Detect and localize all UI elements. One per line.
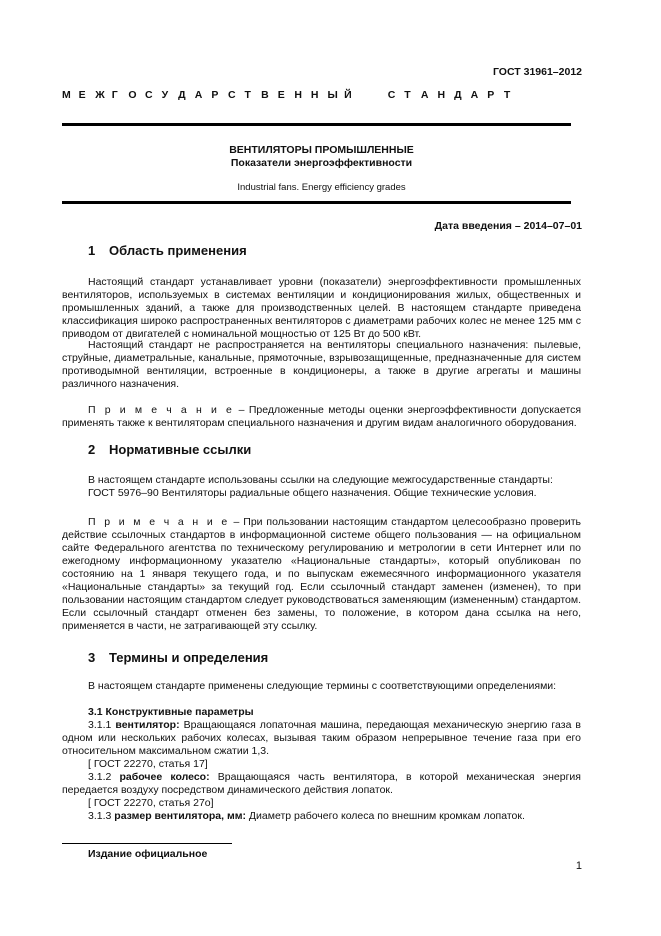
standard-banner [62,89,562,101]
section-2-number: 2 [88,442,96,457]
term-3-1-2 [62,771,581,797]
banner-letter: Д [178,89,186,101]
term-3-1-1 [62,719,581,758]
banner-letter [361,89,388,101]
header-rule-bottom [62,201,571,204]
section-3-title: Термины и определения [109,650,269,665]
section-1-para-1 [62,276,581,341]
note-text: – При пользовании настоящим стандартом целесообразно проверить действие ссылочных стандартов в информационной системе общего пользования — на официальном сайте Федерального агентства по техническому регулированию и метрологии в сети Интернет или по ежегодному информационному указателю «Национальные стандарты», который опубликован по состоянию на 1 января текущего года, и по выпускам ежемесячного информационного указателя «Национальные стандарты» за текущий год. Если ссылочный стандарт заменен (изменен), то при пользовании настоящим стандартом следует руководствоваться заменяющим (измененным) стандартом. Если ссылочный стандарт отменен без замены, то положение, в котором дана ссылка на него, применяется в части, не затрагивающей эту ссылку. [62,516,582,632]
banner-letter: С [227,89,236,101]
term-3-1-3 [62,810,581,823]
term-source: [ ГОСТ 22270, статья 17] [88,758,208,770]
term-source: [ ГОСТ 22270, статья 27о] [88,797,214,809]
section-2-intro: В настоящем стандарте использованы ссылки на следующие межгосударственные стандарты: [88,474,553,486]
banner-letter: Н [294,89,302,101]
term-name: размер вентилятора, мм: [114,810,246,822]
banner-letter: С [144,89,153,101]
page-number: 1 [575,860,582,872]
note-label: П р и м е ч а н и е [88,516,230,528]
section-1-title: Область применения [109,243,247,258]
term-number: 3.1.1 [88,719,116,731]
term-definition: Вращающаяся лопаточная машина, передающая механическую энергию газа в одном или нескольких рабочих колесах, вызывая таким образом непрерывное течение газа при его относительном максимальном сжатии 1,3. [62,719,581,757]
official-edition-label: Издание официальное [88,848,208,860]
section-3-heading [88,650,268,665]
section-1-number: 1 [88,243,96,258]
term-number: 3.1.2 [88,771,120,783]
title-ru-sub: Показатели энергоэффективности [230,157,413,169]
banner-letter: М [62,89,71,101]
footer-rule [62,843,232,844]
date-of-introduction: Дата введения – 2014–07–01 [434,220,582,232]
banner-letter: У [161,89,169,101]
term-name: рабочее колесо: [119,771,210,783]
term-definition: Диаметр рабочего колеса по внешним кромкам лопаток. [246,810,525,822]
section-3-number: 3 [88,650,96,665]
term-definition: Вращающаяся часть вентилятора, в которой механическая энергия передается воздуху посредством динамического действия лопаток. [62,771,581,796]
subsection-3-1: 3.1 Конструктивные параметры [88,706,254,718]
banner-letter: Н [310,89,319,101]
banner-letter: С [387,89,396,101]
banner-letter: Т [244,89,251,101]
banner-letter: О [128,89,137,101]
banner-letter: Д [454,89,462,101]
section-2-note [62,516,581,633]
banner-letter: Н [437,89,446,101]
term-number: 3.1.3 [88,810,115,822]
note-label: П р и м е ч а н и е [88,404,235,416]
banner-letter: А [194,89,203,101]
banner-letter: А [470,89,479,101]
banner-letter: Е [78,89,86,101]
title-en: Industrial fans. Energy efficiency grades [237,182,406,193]
banner-letter: В [261,89,269,101]
banner-letter: Ж [95,89,105,101]
banner-letter: Е [277,89,285,101]
section-1-para-2 [62,339,581,391]
normative-reference-1: ГОСТ 5976–90 Вентиляторы радиальные общего назначения. Общие технические условия. [88,487,537,499]
banner-letter: Т [404,89,411,101]
banner-letter: Р [211,89,219,101]
section-2-title: Нормативные ссылки [109,442,252,457]
title-ru-main: ВЕНТИЛЯТОРЫ ПРОМЫШЛЕННЫЕ [229,144,414,156]
banner-letter: Ы [327,89,338,101]
banner-letter: Й [344,89,352,101]
banner-letter: Г [111,89,118,101]
banner-letter: А [420,89,429,101]
section-3-intro [62,680,581,693]
section-1-para-2-text: Настоящий стандарт не распространяется на вентиляторы специального назначения: пылевые, струйные, диаметральные, канальные, прямоточные, взрывозащищенные, предназначенные для систем противодымной вентиляции, встроенные в кондиционеры, а также в другие агрегаты и машины различного назначения. [62,339,581,390]
section-1-para-1-text: Настоящий стандарт устанавливает уровни (показатели) энергоэффективности промышленных вентиляторов, используемых в системах вентиляции и кондиционирования жилых, общественных и промышленных зданий, а также для производственных целей. В настоящем стандарте приведена классификация широко распространенных вентиляторов с диаметрами рабочих колес не менее 125 мм с приводом от двигателей с номинальной мощностью от 125 Вт до 500 кВт. [62,276,581,340]
section-1-note [62,404,581,430]
section-2-heading [88,442,251,457]
term-name: вентилятор: [115,719,180,731]
header-rule-top [62,123,571,126]
section-3-intro-text: В настоящем стандарте применены следующие термины с соответствующими определениями: [88,680,557,692]
document-number: ГОСТ 31961–2012 [492,66,582,78]
banner-letter: Т [503,89,511,101]
note-text: – Предложенные методы оценки энергоэффективности допускается применять также к вентиляторам специального назначения и другим видам аналогичного оборудования. [62,404,582,429]
banner-letter: Р [487,89,495,101]
section-1-heading [88,243,247,258]
